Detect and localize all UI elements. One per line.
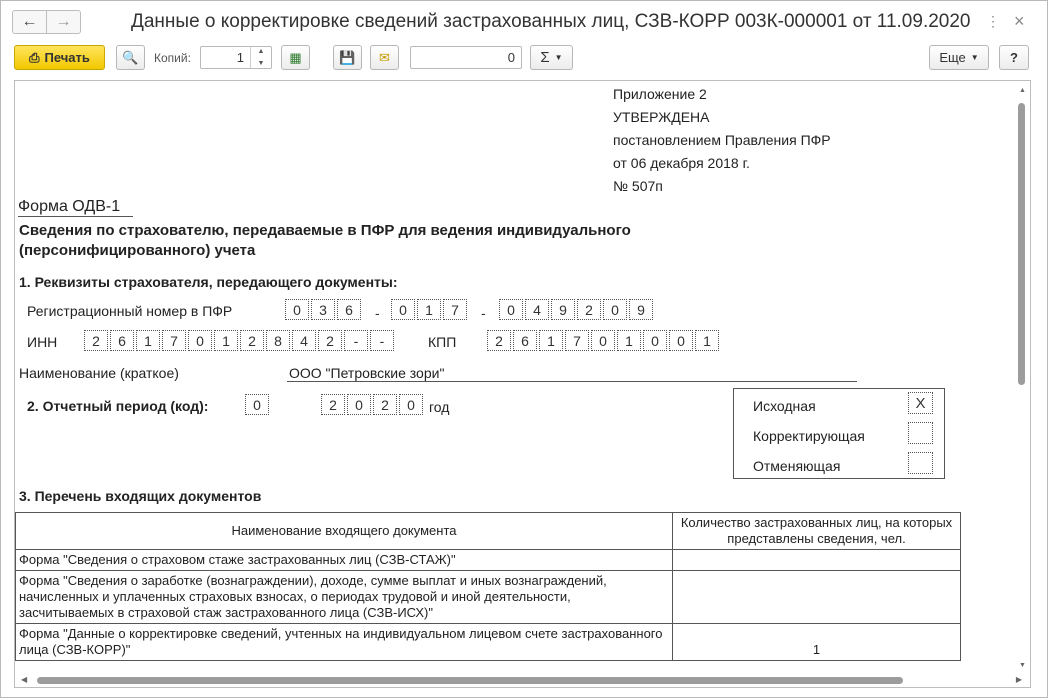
- arrow-right-icon: →: [55, 13, 72, 30]
- inn-digit: 7: [162, 330, 186, 351]
- type-checkbox: [908, 422, 933, 444]
- reg-digit: 0: [499, 299, 523, 320]
- short-name-label: Наименование (краткое): [19, 365, 179, 381]
- table-row: [16, 550, 961, 571]
- reg-digit: 9: [551, 299, 575, 320]
- preview-button[interactable]: [116, 45, 145, 70]
- table-cell-count: [673, 571, 961, 624]
- kpp-digit: 0: [643, 330, 667, 351]
- table-cell-name: Форма "Данные о корректировке сведений, учтенных на индивидуальном лицевом счете застрахованного лица (СЗВ-КОРР)": [16, 624, 673, 661]
- reg-digit: 0: [603, 299, 627, 320]
- appendix-line: от 06 декабря 2018 г.: [613, 155, 750, 171]
- sum-field[interactable]: 0: [410, 46, 522, 69]
- print-button-label: Печать: [44, 50, 90, 65]
- vertical-scrollbar[interactable]: [1016, 81, 1028, 671]
- inn-digit: 4: [292, 330, 316, 351]
- reg-number-part2: [391, 299, 469, 320]
- appendix-line: № 507п: [613, 178, 663, 194]
- year-cells: [321, 394, 425, 415]
- send-email-button[interactable]: [370, 45, 399, 70]
- scroll-left-icon[interactable]: ◀: [21, 675, 28, 684]
- reg-separator: -: [481, 305, 486, 321]
- window-title: Данные о корректировке сведений застрахованных лиц, СЗВ-КОРР 003К-000001 от 11.09.2020: [131, 11, 971, 32]
- kpp-cells: [487, 330, 721, 351]
- arrow-left-icon: ←: [21, 13, 38, 30]
- chevron-down-icon: ▼: [257, 59, 265, 67]
- envelope-icon: ✉: [379, 49, 390, 65]
- year-digit: 0: [347, 394, 371, 415]
- reg-digit: 2: [577, 299, 601, 320]
- table-cell-count: [673, 550, 961, 571]
- magnifier-page-icon: 🔍: [122, 49, 139, 65]
- table-cell-name: Форма "Сведения о заработке (вознаграждении), доходе, сумме выплат и иных вознаграждений, начисленных и уплаченных страховых взносах, о периодах трудовой и иной деятельности, засчитываемых в страховой стаж застрахованного лица (СЗВ-ИСХ)": [16, 571, 673, 624]
- spreadsheet-document[interactable]: [14, 80, 1031, 688]
- reg-separator: -: [375, 305, 380, 321]
- type-checkbox: [908, 452, 933, 474]
- reg-digit: 7: [443, 299, 467, 320]
- appendix-line: УТВЕРЖДЕНА: [613, 109, 710, 125]
- period-code-digit: 0: [245, 394, 269, 415]
- inn-digit: 6: [110, 330, 134, 351]
- copies-stepper[interactable]: [250, 46, 271, 69]
- reg-number-part3: [499, 299, 655, 320]
- horizontal-scroll-thumb[interactable]: [37, 677, 903, 684]
- scroll-right-icon[interactable]: ▶: [1015, 675, 1022, 684]
- reg-digit: 6: [337, 299, 361, 320]
- inn-digit: 1: [136, 330, 160, 351]
- back-button[interactable]: [12, 10, 47, 34]
- section-2-title: 2. Отчетный период (код):: [27, 398, 209, 414]
- year-digit: 0: [399, 394, 423, 415]
- section-3-title: 3. Перечень входящих документов: [19, 488, 262, 504]
- inn-digit: -: [370, 330, 394, 351]
- dropdown-arrow-icon: ▼: [970, 53, 979, 62]
- kpp-label: КПП: [428, 334, 457, 350]
- appendix-line: постановлением Правления ПФР: [613, 132, 831, 148]
- document-type-box: [733, 388, 945, 479]
- table-cell-name: Форма "Сведения о страховом стаже застрахованных лиц (СЗВ-СТАЖ)": [16, 550, 673, 571]
- reg-number-part1: [285, 299, 363, 320]
- kpp-digit: 7: [565, 330, 589, 351]
- reg-digit: 0: [285, 299, 309, 320]
- period-code-cells: [245, 394, 271, 415]
- inn-digit: 0: [188, 330, 212, 351]
- kpp-digit: 0: [669, 330, 693, 351]
- more-vertical-icon[interactable]: ⋮: [986, 13, 1000, 29]
- print-button[interactable]: [14, 45, 105, 70]
- inn-digit: 8: [266, 330, 290, 351]
- type-label: Корректирующая: [753, 428, 865, 444]
- help-button[interactable]: ?: [999, 45, 1029, 70]
- reg-digit: 3: [311, 299, 335, 320]
- inn-digit: 2: [240, 330, 264, 351]
- type-label: Отменяющая: [753, 458, 841, 474]
- inn-digit: 1: [214, 330, 238, 351]
- inn-digit: 2: [84, 330, 108, 351]
- more-button[interactable]: [929, 45, 989, 70]
- scroll-up-icon[interactable]: ▲: [1019, 87, 1026, 94]
- more-button-label: Еще: [939, 50, 966, 65]
- forward-button[interactable]: [46, 10, 81, 34]
- doc-heading-line: (персонифицированного) учета: [19, 242, 256, 259]
- table-header-cell: Количество застрахованных лиц, на которых представлены сведения, чел.: [673, 513, 961, 550]
- printer-icon: ⎙: [29, 49, 40, 65]
- table-row: [16, 624, 961, 661]
- copies-label: Копий:: [154, 51, 191, 65]
- table-row: [16, 571, 961, 624]
- reg-digit: 4: [525, 299, 549, 320]
- floppy-icon: 💾: [339, 49, 356, 65]
- inn-cells: [84, 330, 396, 351]
- table-header-cell: Наименование входящего документа: [16, 513, 673, 550]
- year-label: год: [429, 399, 450, 415]
- reg-digit: 0: [391, 299, 415, 320]
- table-edit-icon: ▦: [289, 49, 302, 65]
- close-icon[interactable]: ×: [1014, 11, 1025, 31]
- table-cell-count: 1: [673, 624, 961, 661]
- reg-digit: 9: [629, 299, 653, 320]
- kpp-digit: 0: [591, 330, 615, 351]
- sigma-icon: Σ: [540, 49, 550, 66]
- kpp-digit: 6: [513, 330, 537, 351]
- chevron-up-icon: ▲: [257, 48, 265, 56]
- type-label: Исходная: [753, 398, 816, 414]
- year-digit: 2: [321, 394, 345, 415]
- documents-table: [15, 512, 961, 661]
- short-name-value: ООО "Петровские зори": [287, 365, 857, 382]
- dropdown-arrow-icon: ▼: [554, 53, 563, 62]
- doc-heading-line: Сведения по страхователю, передаваемые в ПФР для ведения индивидуального: [19, 222, 631, 239]
- scroll-down-icon[interactable]: ▼: [1019, 662, 1026, 669]
- reg-number-label: Регистрационный номер в ПФР: [27, 303, 233, 319]
- kpp-digit: 1: [617, 330, 641, 351]
- inn-label: ИНН: [27, 334, 58, 350]
- type-checkbox: X: [908, 392, 933, 414]
- table-header-row: [16, 513, 961, 550]
- form-name: Форма ОДВ-1: [18, 198, 133, 217]
- sum-button[interactable]: [530, 45, 573, 70]
- vertical-scroll-thumb[interactable]: [1018, 103, 1025, 385]
- kpp-digit: 1: [695, 330, 719, 351]
- horizontal-scrollbar[interactable]: [15, 673, 1028, 687]
- kpp-digit: 1: [539, 330, 563, 351]
- inn-digit: 2: [318, 330, 342, 351]
- kpp-digit: 2: [487, 330, 511, 351]
- edit-mode-button[interactable]: [281, 45, 310, 70]
- appendix-line: Приложение 2: [613, 86, 707, 102]
- copies-input[interactable]: 1: [200, 46, 272, 69]
- reg-digit: 1: [417, 299, 441, 320]
- inn-digit: -: [344, 330, 368, 351]
- year-digit: 2: [373, 394, 397, 415]
- save-button[interactable]: [333, 45, 362, 70]
- section-1-title: 1. Реквизиты страхователя, передающего документы:: [19, 274, 398, 290]
